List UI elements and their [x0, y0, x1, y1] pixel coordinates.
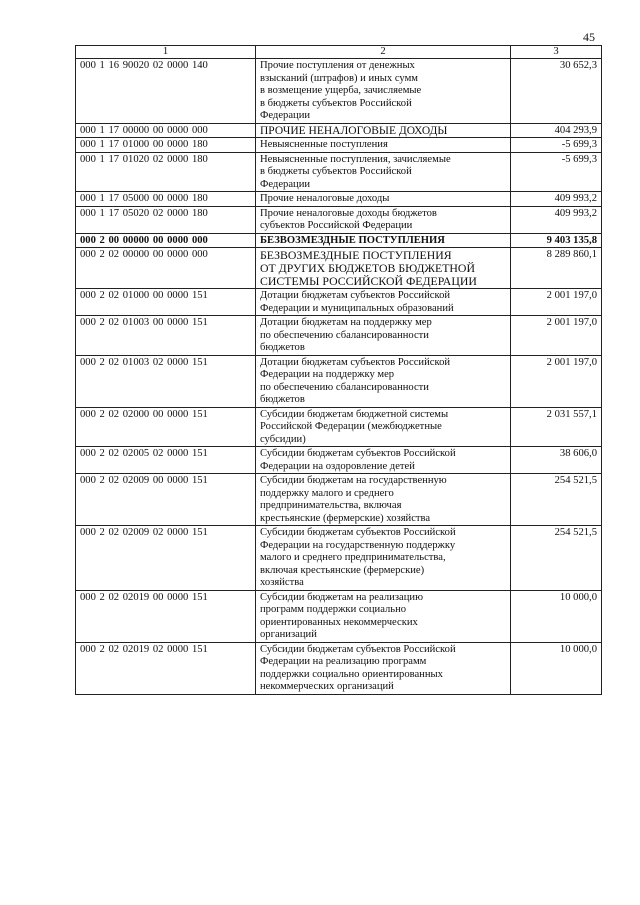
revenue-name-cell: Субсидии бюджетам субъектов Российской Федерации на государственную поддержку малого и среднего предпринимательства, включая крестьянские (фермерские) хозяйства — [256, 526, 511, 591]
amount-cell: 404 293,9 — [511, 123, 602, 138]
budget-code-cell: 000 1 16 90020 02 0000 140 — [76, 59, 256, 124]
revenue-name-cell: Субсидии бюджетам на реализацию программ поддержки социально ориентированных некоммерческих организаций — [256, 590, 511, 642]
budget-code-cell: 000 2 02 00000 00 0000 000 — [76, 248, 256, 289]
table-row — [76, 407, 602, 447]
revenue-name-cell: БЕЗВОЗМЕЗДНЫЕ ПОСТУПЛЕНИЯ — [256, 233, 511, 248]
amount-cell: 2 031 557,1 — [511, 407, 602, 447]
amount-cell: 409 993,2 — [511, 192, 602, 207]
amount-cell: 38 606,0 — [511, 447, 602, 474]
budget-revenue-table — [75, 45, 602, 695]
table-row — [76, 233, 602, 248]
budget-code-cell: 000 1 17 00000 00 0000 000 — [76, 123, 256, 138]
revenue-name-cell: Невыясненные поступления, зачисляемые в бюджеты субъектов Российской Федерации — [256, 152, 511, 192]
page-number: 45 — [583, 30, 595, 44]
budget-code-cell: 000 1 17 01000 00 0000 180 — [76, 138, 256, 153]
amount-cell: 2 001 197,0 — [511, 289, 602, 316]
table-body — [76, 46, 602, 695]
revenue-name-cell: Субсидии бюджетам бюджетной системы Российской Федерации (межбюджетные субсидии) — [256, 407, 511, 447]
amount-cell: 254 521,5 — [511, 474, 602, 526]
revenue-name-cell: Прочие неналоговые доходы бюджетов субъектов Российской Федерации — [256, 206, 511, 233]
revenue-name-cell: Субсидии бюджетам субъектов Российской Федерации на реализацию программ поддержки социально ориентированных некоммерческих организаций — [256, 642, 511, 694]
amount-cell: 10 000,0 — [511, 590, 602, 642]
budget-code-cell: 000 2 02 02005 02 0000 151 — [76, 447, 256, 474]
table-row — [76, 123, 602, 138]
amount-cell: -5 699,3 — [511, 138, 602, 153]
table-row — [76, 59, 602, 124]
table-row — [76, 316, 602, 356]
budget-code-cell: 000 2 02 01003 02 0000 151 — [76, 355, 256, 407]
amount-cell: 409 993,2 — [511, 206, 602, 233]
table-row — [76, 526, 602, 591]
column-header-amount: 3 — [511, 46, 602, 59]
revenue-name-cell: Прочие неналоговые доходы — [256, 192, 511, 207]
budget-code-cell: 000 2 02 02019 02 0000 151 — [76, 642, 256, 694]
amount-cell: 2 001 197,0 — [511, 355, 602, 407]
table-row — [76, 138, 602, 153]
revenue-name-cell: ПРОЧИЕ НЕНАЛОГОВЫЕ ДОХОДЫ — [256, 123, 511, 138]
budget-code-cell: 000 2 02 01003 00 0000 151 — [76, 316, 256, 356]
table-row — [76, 192, 602, 207]
table-row — [76, 590, 602, 642]
amount-cell: 8 289 860,1 — [511, 248, 602, 289]
amount-cell: 10 000,0 — [511, 642, 602, 694]
budget-code-cell: 000 2 02 02009 00 0000 151 — [76, 474, 256, 526]
budget-code-cell: 000 2 02 01000 00 0000 151 — [76, 289, 256, 316]
amount-cell: -5 699,3 — [511, 152, 602, 192]
table-row — [76, 206, 602, 233]
budget-code-cell: 000 1 17 01020 02 0000 180 — [76, 152, 256, 192]
budget-code-cell: 000 2 02 02000 00 0000 151 — [76, 407, 256, 447]
amount-cell: 30 652,3 — [511, 59, 602, 124]
column-header-code: 1 — [76, 46, 256, 59]
table-row — [76, 474, 602, 526]
table-row — [76, 355, 602, 407]
amount-cell: 2 001 197,0 — [511, 316, 602, 356]
amount-cell: 254 521,5 — [511, 526, 602, 591]
revenue-name-cell: Невыясненные поступления — [256, 138, 511, 153]
revenue-name-cell: Прочие поступления от денежных взысканий (штрафов) и иных сумм в возмещение ущерба, зачисляемые в бюджеты субъектов Российской Федерации — [256, 59, 511, 124]
budget-code-cell: 000 2 02 02009 02 0000 151 — [76, 526, 256, 591]
revenue-name-cell: Дотации бюджетам субъектов Российской Федерации и муниципальных образований — [256, 289, 511, 316]
revenue-name-cell: Дотации бюджетам на поддержку мер по обеспечению сбалансированности бюджетов — [256, 316, 511, 356]
budget-code-cell: 000 1 17 05020 02 0000 180 — [76, 206, 256, 233]
revenue-name-cell: Субсидии бюджетам на государственную поддержку малого и среднего предпринимательства, включая крестьянские (фермерские) хозяйства — [256, 474, 511, 526]
table-row — [76, 642, 602, 694]
table-row — [76, 289, 602, 316]
revenue-name-cell: БЕЗВОЗМЕЗДНЫЕ ПОСТУПЛЕНИЯ ОТ ДРУГИХ БЮДЖЕТОВ БЮДЖЕТНОЙ СИСТЕМЫ РОССИЙСКОЙ ФЕДЕРАЦИИ — [256, 248, 511, 289]
revenue-name-cell: Субсидии бюджетам субъектов Российской Федерации на оздоровление детей — [256, 447, 511, 474]
budget-code-cell: 000 2 00 00000 00 0000 000 — [76, 233, 256, 248]
table-row — [76, 447, 602, 474]
table-row — [76, 248, 602, 289]
budget-code-cell: 000 2 02 02019 00 0000 151 — [76, 590, 256, 642]
column-header-name: 2 — [256, 46, 511, 59]
budget-code-cell: 000 1 17 05000 00 0000 180 — [76, 192, 256, 207]
revenue-name-cell: Дотации бюджетам субъектов Российской Федерации на поддержку мер по обеспечению сбалансированности бюджетов — [256, 355, 511, 407]
table-row — [76, 152, 602, 192]
table-header-row — [76, 46, 602, 59]
amount-cell: 9 403 135,8 — [511, 233, 602, 248]
